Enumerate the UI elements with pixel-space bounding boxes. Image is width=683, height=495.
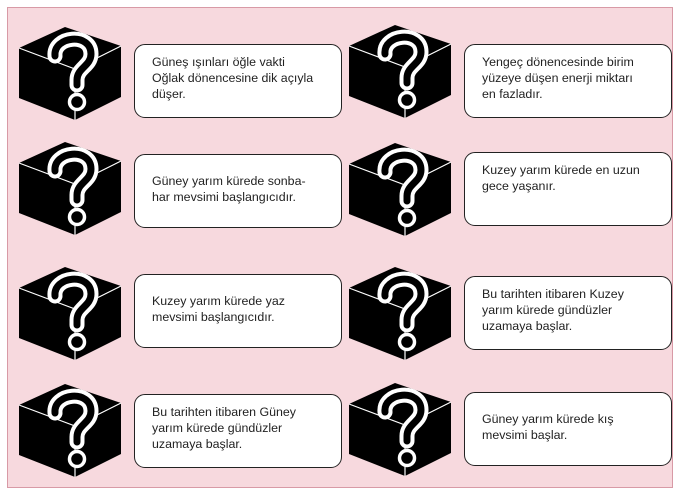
question-mark-cube-icon bbox=[15, 262, 125, 362]
question-mark-cube-icon bbox=[15, 137, 125, 237]
question-mark-cube-icon bbox=[15, 379, 125, 479]
question-mark-cube-icon bbox=[345, 378, 455, 478]
card-4 bbox=[345, 138, 670, 238]
card-text: Bu tarihten itibaren Kuzey yarım kürede gündüzler uzamaya başlar. bbox=[464, 276, 672, 350]
card-1 bbox=[15, 22, 340, 122]
card-text: Güney yarım kürede kış mevsimi başlar. bbox=[464, 392, 672, 466]
card-6 bbox=[345, 262, 670, 362]
question-mark-cube-icon bbox=[345, 20, 455, 120]
activity-panel bbox=[7, 7, 673, 488]
card-text: Kuzey yarım kürede yaz mevsimi başlangıcıdır. bbox=[134, 274, 342, 348]
card-text: Yengeç dönencesinde birim yüzeye düşen enerji miktarı en fazladır. bbox=[464, 44, 672, 118]
card-7 bbox=[15, 379, 340, 479]
card-2 bbox=[345, 20, 670, 120]
card-text: Güney yarım kürede sonba- har mevsimi başlangıcıdır. bbox=[134, 154, 342, 228]
question-mark-cube-icon bbox=[345, 262, 455, 362]
card-3 bbox=[15, 137, 340, 237]
card-5 bbox=[15, 262, 340, 362]
question-mark-cube-icon bbox=[15, 22, 125, 122]
question-mark-cube-icon bbox=[345, 138, 455, 238]
card-text: Güneş ışınları öğle vakti Oğlak dönencesine dik açıyla düşer. bbox=[134, 44, 342, 118]
card-text: Bu tarihten itibaren Güney yarım kürede gündüzler uzamaya başlar. bbox=[134, 394, 342, 468]
card-8 bbox=[345, 378, 670, 478]
card-text: Kuzey yarım kürede en uzun gece yaşanır. bbox=[464, 152, 672, 226]
